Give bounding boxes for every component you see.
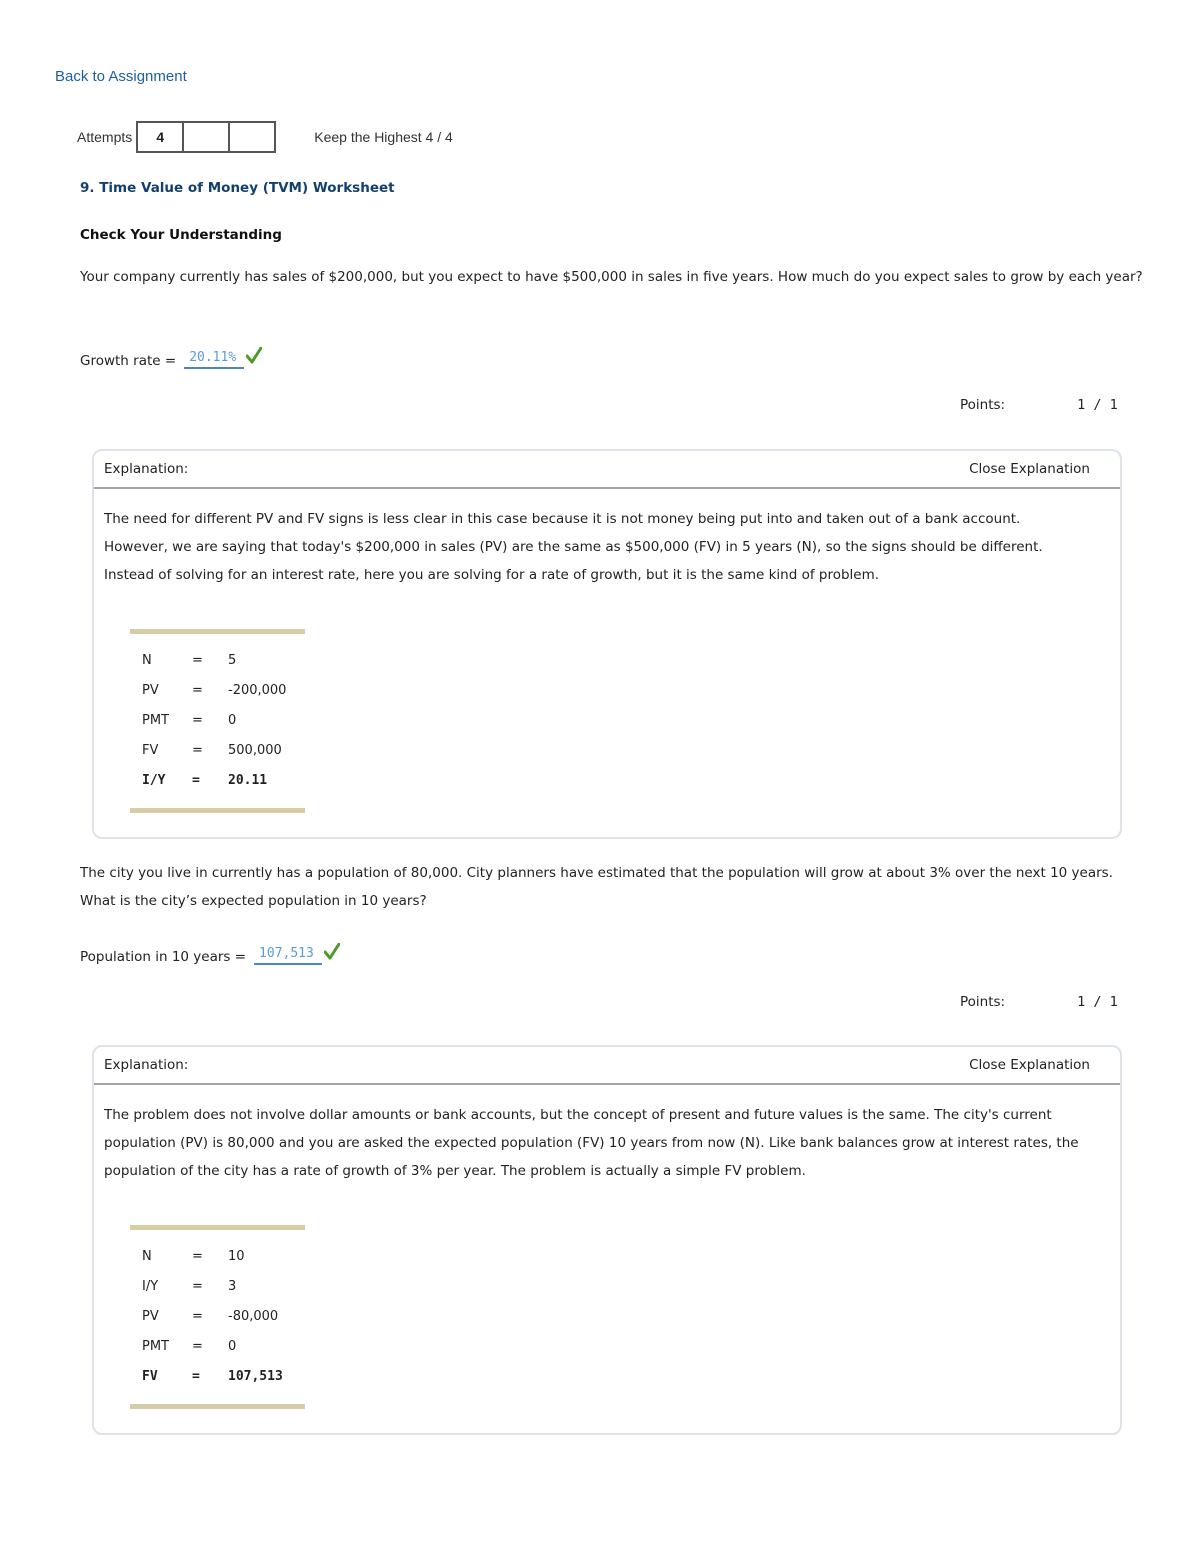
tvm-eq: = bbox=[192, 683, 203, 698]
tvm-row bbox=[130, 706, 305, 736]
back-to-assignment-link[interactable]: Back to Assignment bbox=[55, 68, 187, 85]
tvm-eq: = bbox=[192, 1309, 203, 1324]
tvm-row bbox=[130, 1302, 305, 1332]
tvm-row bbox=[130, 1332, 305, 1362]
tvm-value: 0 bbox=[228, 713, 237, 728]
q1-tvm-table bbox=[130, 629, 305, 813]
section-heading: Check Your Understanding bbox=[80, 227, 282, 243]
q2-tvm-table bbox=[130, 1225, 305, 1409]
check-icon bbox=[324, 943, 340, 961]
attempts-bar bbox=[77, 121, 453, 153]
q1-close-explanation-button[interactable]: Close Explanation bbox=[969, 461, 1090, 477]
attempt-boxes bbox=[136, 121, 276, 153]
q1-answer-row bbox=[80, 349, 262, 369]
q2-points-value: 1 / 1 bbox=[1077, 994, 1118, 1010]
tvm-eq: = bbox=[192, 1279, 203, 1294]
tvm-value: 500,000 bbox=[228, 743, 282, 758]
q2-answer-label: Population in 10 years = bbox=[80, 949, 247, 965]
tvm-row bbox=[130, 1242, 305, 1272]
tvm-row-result bbox=[130, 766, 305, 796]
tvm-key: PV bbox=[142, 1309, 159, 1324]
attempt-box-1[interactable]: 4 bbox=[138, 123, 184, 151]
q1-points-label: Points: bbox=[960, 397, 1006, 413]
q1-explanation-paragraph: The need for different PV and FV signs is less clear in this case because it is not money being put into and taken out of a bank account. bbox=[104, 511, 1021, 527]
tvm-key: I/Y bbox=[142, 1279, 159, 1294]
q1-answer-label: Growth rate = bbox=[80, 353, 177, 369]
tvm-value: 5 bbox=[228, 653, 237, 668]
q2-explanation-paragraph: The problem does not involve dollar amounts or bank accounts, but the concept of present and future values is the same. The city's current population (PV) is 80,000 and you are asked the expected population (FV) 10 years from now (N). Like bank balances grow at interest rates, the population of the city has a rate of growth of 3% per year. The problem is actually a simple FV problem. bbox=[104, 1107, 1079, 1179]
q2-points bbox=[960, 994, 1118, 1010]
tvm-eq: = bbox=[192, 713, 203, 728]
q1-points-value: 1 / 1 bbox=[1077, 397, 1118, 413]
tvm-key: I/Y bbox=[142, 773, 166, 788]
tvm-eq: = bbox=[192, 743, 203, 758]
q2-answer-row bbox=[80, 945, 340, 965]
q1-explanation-header bbox=[94, 451, 1120, 489]
q1-explanation-panel bbox=[92, 449, 1122, 839]
tvm-eq: = bbox=[192, 773, 200, 788]
attempts-label: Attempts bbox=[77, 129, 133, 145]
q1-explanation-paragraph: However, we are saying that today's $200,000 in sales (PV) are the same as $500,000 (FV) in 5 years (N), so the signs should be different. bbox=[104, 539, 1043, 555]
tvm-value: 107,513 bbox=[228, 1369, 283, 1384]
tvm-value: -80,000 bbox=[228, 1309, 279, 1324]
tvm-value: 10 bbox=[228, 1249, 245, 1264]
tvm-key: PMT bbox=[142, 713, 169, 728]
tvm-row bbox=[130, 1272, 305, 1302]
q2-points-label: Points: bbox=[960, 994, 1006, 1010]
q2-explanation-header bbox=[94, 1047, 1120, 1085]
q1-answer-input[interactable]: 20.11% bbox=[184, 349, 244, 369]
tvm-row bbox=[130, 646, 305, 676]
tvm-eq: = bbox=[192, 1249, 203, 1264]
tvm-key: N bbox=[142, 1249, 152, 1264]
q1-explanation-paragraph: Instead of solving for an interest rate, here you are solving for a rate of growth, but it is the same kind of problem. bbox=[104, 567, 880, 583]
tvm-value: 0 bbox=[228, 1339, 237, 1354]
question-title: 9. Time Value of Money (TVM) Worksheet bbox=[80, 180, 395, 196]
tvm-key: PV bbox=[142, 683, 159, 698]
q2-explanation-panel bbox=[92, 1045, 1122, 1435]
tvm-row bbox=[130, 736, 305, 766]
q2-answer-input[interactable]: 107,513 bbox=[254, 945, 322, 965]
attempt-box-3[interactable] bbox=[230, 123, 274, 151]
q1-prompt: Your company currently has sales of $200,000, but you expect to have $500,000 in sales in five years. How much do you expect sales to grow by each year? bbox=[80, 269, 1143, 285]
tvm-eq: = bbox=[192, 1339, 203, 1354]
q2-prompt: The city you live in currently has a population of 80,000. City planners have estimated that the population will grow at about 3% over the next 10 years. What is the city’s expected population in 10 years? bbox=[80, 865, 1113, 909]
tvm-key: PMT bbox=[142, 1339, 169, 1354]
q2-explanation-label: Explanation: bbox=[104, 1057, 189, 1073]
tvm-value: -200,000 bbox=[228, 683, 287, 698]
tvm-row bbox=[130, 676, 305, 706]
tvm-value: 20.11 bbox=[228, 773, 268, 788]
keep-highest-text: Keep the Highest 4 / 4 bbox=[314, 129, 453, 145]
q2-close-explanation-button[interactable]: Close Explanation bbox=[969, 1057, 1090, 1073]
tvm-key: N bbox=[142, 653, 152, 668]
q2-explanation-text bbox=[104, 1101, 1110, 1185]
q1-explanation-text bbox=[104, 505, 1110, 589]
q1-points bbox=[960, 397, 1118, 413]
tvm-key: FV bbox=[142, 743, 159, 758]
tvm-key: FV bbox=[142, 1369, 158, 1384]
tvm-eq: = bbox=[192, 1369, 200, 1384]
q1-explanation-label: Explanation: bbox=[104, 461, 189, 477]
tvm-row-result bbox=[130, 1362, 305, 1392]
check-icon bbox=[246, 347, 262, 365]
tvm-value: 3 bbox=[228, 1279, 237, 1294]
tvm-eq: = bbox=[192, 653, 203, 668]
attempt-box-2[interactable] bbox=[184, 123, 230, 151]
